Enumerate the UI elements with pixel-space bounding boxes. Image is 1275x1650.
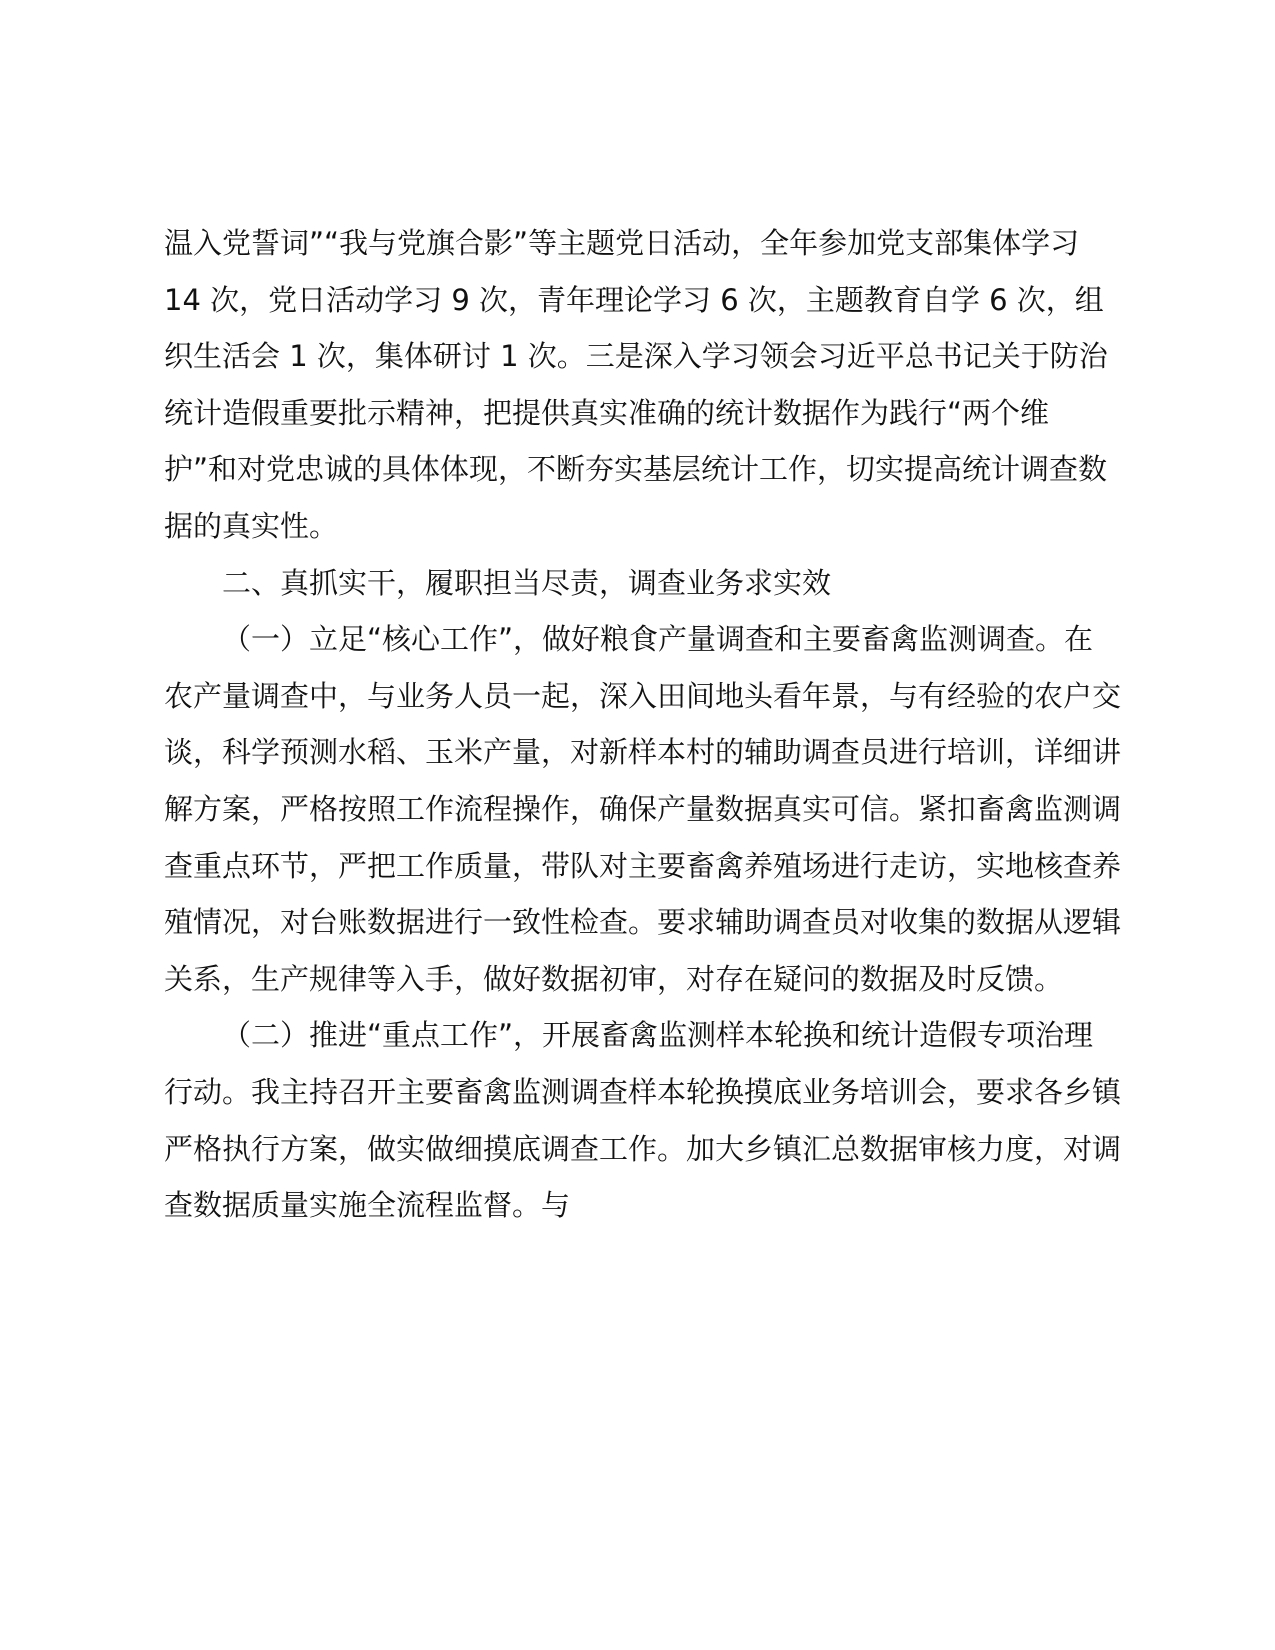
paragraph-continuation: 温入党誓词”“我与党旗合影”等主题党日活动，全年参加党支部集体学习 14 次，党日活动学习 9 次，青年理论学习 6 次，主题教育自学 6 次，组织生活会 1 次，集体研讨 1 次。三是深入学习领会习近平总书记关于防治统计造假重要批示精神，把提供真实准确的统计数据作为践行“两个维护”和对党忠诚的具体体现，不断夯实基层统计工作，切实提高统计调查数据的真实性。 — [164, 226, 1108, 543]
paragraph-core-work: （一）立足“核心工作”，做好粮食产量调查和主要畜禽监测调查。在农产量调查中，与业务人员一起，深入田间地头看年景，与有经验的农户交谈，科学预测水稻、玉米产量，对新样本村的辅助调查员进行培训，详细讲解方案，严格按照工作流程操作，确保产量数据真实可信。紧扣畜禽监测调查重点环节，严把工作质量，带队对主要畜禽养殖场进行走访，实地核查养殖情况，对台账数据进行一致性检查。要求辅助调查员对收集的数据从逻辑关系，生产规律等入手，做好数据初审，对存在疑问的数据及时反馈。 — [164, 622, 1122, 996]
document-body — [164, 215, 1122, 1234]
section-heading-2: 二、真抓实干，履职担当尽责，调查业务求实效 — [222, 565, 832, 600]
paragraph-key-work: （二）推进“重点工作”，开展畜禽监测样本轮换和统计造假专项治理行动。我主持召开主要畜禽监测调查样本轮换摸底业务培训会，要求各乡镇严格执行方案，做实做细摸底调查工作。加大乡镇汇总数据审核力度，对调查数据质量实施全流程监督。与 — [164, 1018, 1122, 1223]
